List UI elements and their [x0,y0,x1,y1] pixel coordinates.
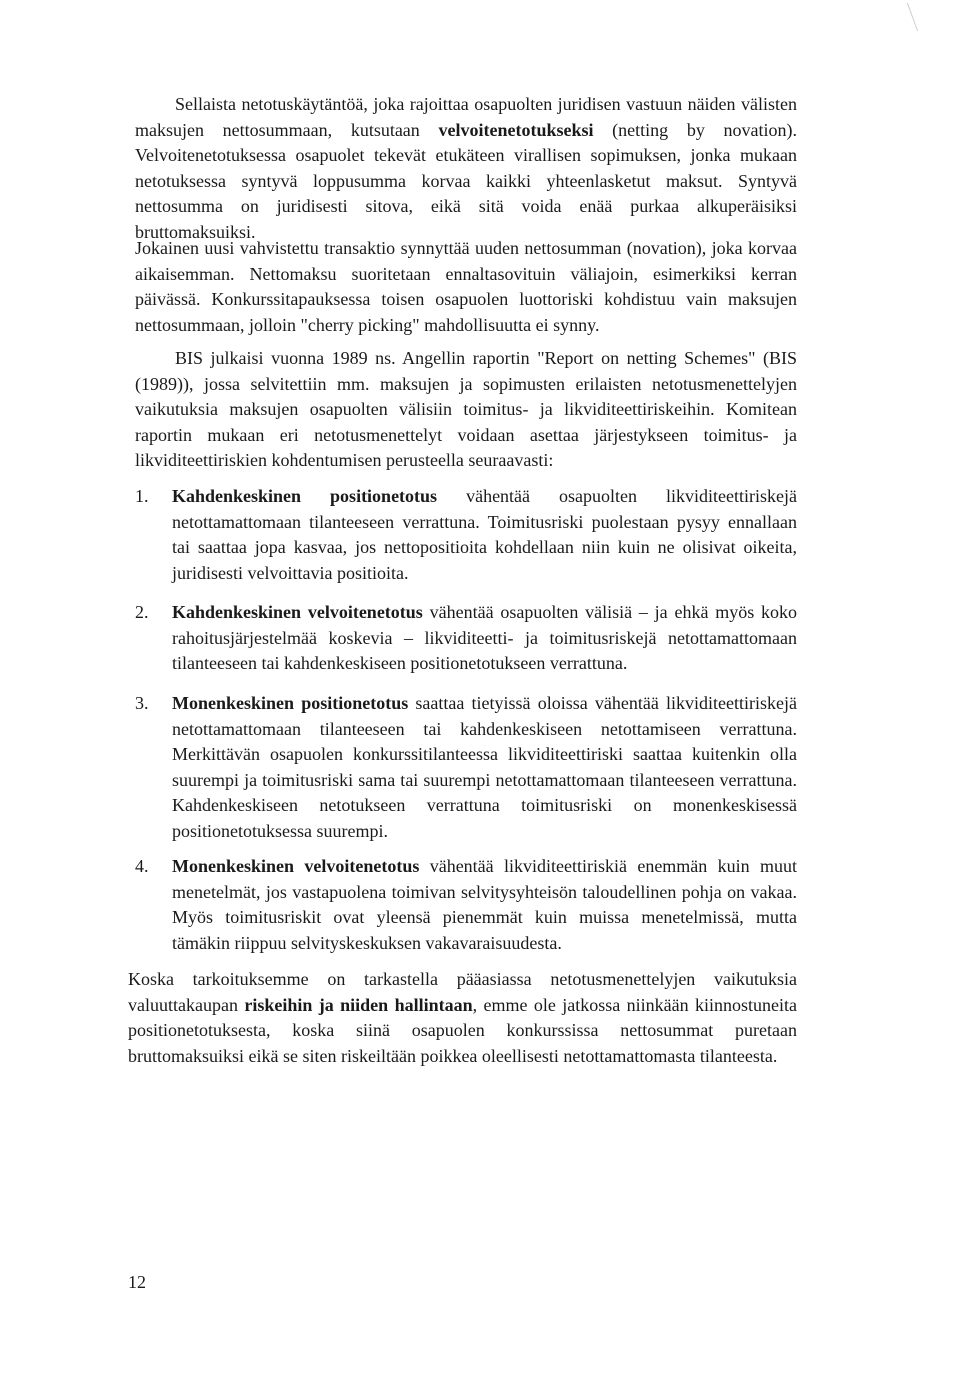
list-item-text [172,600,797,677]
list-item-term: Kahdenkeskinen positionetotus [172,486,438,506]
list-item-description: vähentää osapuolten välisiä – ja ehkä myös koko rahoitusjärjestelmää koskevia – likviditeetti- ja toimitusriskejä netottamattomaan tilanteeseen tai kahdenkeskiseen positionetotukseen verrattuna. [172,602,798,673]
paragraph-conclusion [128,967,797,1069]
list-item [135,484,797,586]
paragraph-text: , emme ole jatkossa niinkään kiinnostuneita positionetotuksesta, koska siinä osapuolen konkurssissa nettosummat puretaan bruttomaksuiksi eikä se siten riskeiltään poikkea oleellisesti netottamattomasta tilanteesta. [128,994,797,1066]
list-item [135,854,797,956]
list-item-term: Monenkeskinen velvoitenetotus [172,856,420,876]
list-item [135,600,797,677]
list-item-description: saattaa tietyissä oloissa vähentää likviditeettiriskejä netottamattomaan tilanteeseen tai kahdenkeskiseen netottamiseen verrattuna. Merkittävän osapuolen konkurssitilanteessa likviditeettiriski saattaa kuitenkin olla suurempi ja toimitusriski sama tai suurempi netottamattomaan tilanteeseen verrattuna. Kahdenkeskiseen netotukseen verrattuna toimitusriski on monenkeskisessä positionetotuksessa suurempi. [172,693,798,841]
paragraph-text: Sellaista netotuskäytäntöä, joka rajoittaa osapuolten juridisen vastuun näiden välisten maksujen nettosummaan, kutsutaan [135,94,797,140]
list-item-text [172,854,797,956]
scan-artifact [907,3,918,32]
list-item-text [172,484,797,586]
list-item-number: 2. [135,602,149,622]
list-item-number: 4. [135,856,149,876]
list-item-number: 3. [135,693,149,713]
page-number: 12 [128,1272,146,1292]
list-item-term: Kahdenkeskinen velvoitenetotus [172,602,423,622]
paragraph-bis-report: BIS julkaisi vuonna 1989 ns. Angellin raportin "Report on netting Schemes" (BIS (1989)), jossa selvitettiin mm. maksujen ja sopimusten erilaisten netotusmenettelyjen vaikutuksia maksujen osapuolten välisiin toimitus- ja likviditeettiriskeihin. Komitean raportin mukaan eri netotusmenettelyt voidaan asettaa järjestykseen toimitus- ja likviditeettiriskien kohdentumisen perusteella seuraavasti: [135,348,797,470]
list-item [135,691,797,844]
list-item-text [172,691,797,844]
list-item-description: vähentää osapuolten likviditeettiriskejä netottamattomaan tilanteeseen verrattuna. Toimitusriski puolestaan pysyy ennallaan tai saattaa jopa kasvaa, jos nettopositioita kohdellaan niin kuin ne olisivat oikeita, juridisesti velvoittavia positioita. [172,486,797,583]
list-item-description: vähentää likviditeettiriskiä enemmän kuin muut menetelmät, jos vastapuolena toimivan selvitysyhteisön taloudellinen pohja on vakaa. Myös toimitusriskit ovat yleensä pienemmät kuin muissa menetelmissä, mutta tämäkin riippuu selvityskeskuksen vakavaraisuudesta. [172,856,797,953]
list-item-term: Monenkeskinen positionetotus [172,693,409,713]
bold-term: riskeihin ja niiden hallintaan [244,994,473,1015]
paragraph-text: (netting by novation). Velvoitenetotuksessa osapuolet tekevät etukäteen virallisen sopimuksen, jonka mukaan netotuksessa syntyvä loppusumma korvaa kaikki yhteenlasketut maksut. Syntyvä nettosumma on juridisesti sitova, eikä sitä voida enää purkaa alkuperäisiksi bruttomaksuiksi. [135,119,797,242]
paragraph-netting-by-novation [135,92,797,245]
bold-term: velvoitenetotukseksi [438,119,594,140]
list-item-number: 1. [135,486,149,506]
paragraph-text: Koska tarkoituksemme on tarkastella pääasiassa netotusmenettelyjen vaikutuksia valuuttakaupan [128,969,797,1015]
paragraph-novation: Jokainen uusi vahvistettu transaktio synnyttää uuden nettosumman (novation), joka korvaa aikaisemman. Nettomaksu suoritetaan ennaltasovituin väliajoin, esimerkiksi kerran päivässä. Konkurssitapauksessa toisen osapuolen luottoriski kohdistuu vain maksujen nettosummaan, jolloin "cherry picking" mahdollisuutta ei synny. [135,238,797,335]
